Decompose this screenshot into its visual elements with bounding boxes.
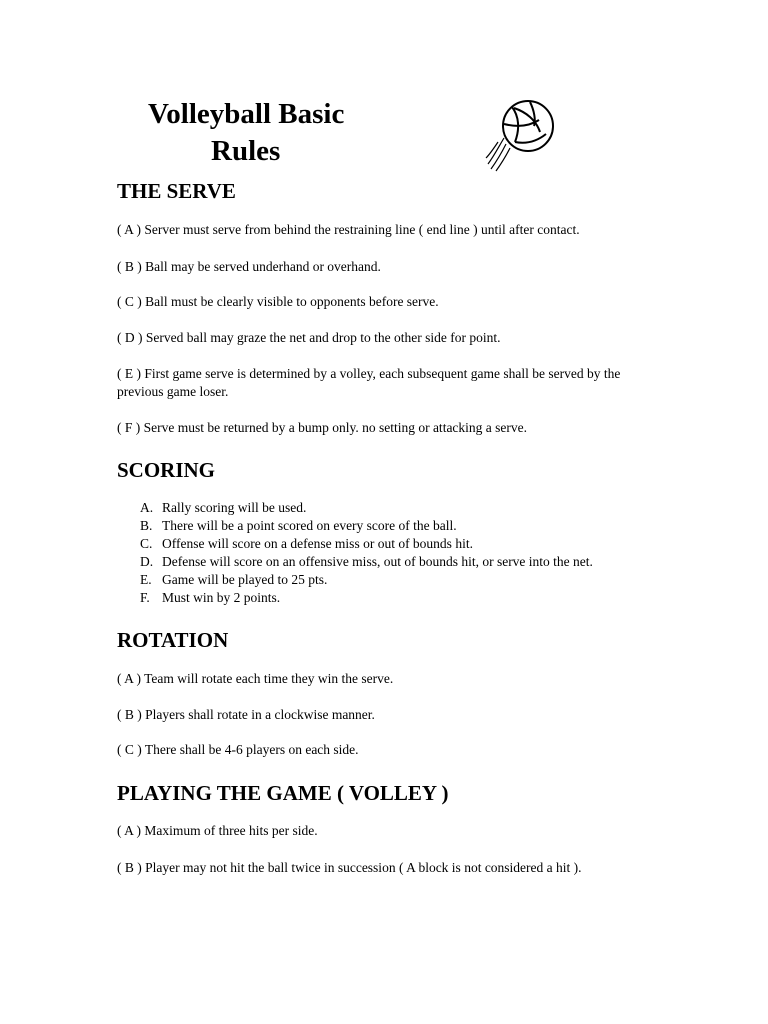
list-marker: A. — [140, 500, 154, 515]
rotation-rule-b: ( B ) Players shall rotate in a clockwise manner. — [117, 707, 375, 722]
title-line-2: Rules — [211, 135, 281, 167]
list-item-text: Must win by 2 points. — [162, 590, 281, 605]
playing-rule-b: ( B ) Player may not hit the ball twice in succession ( A block is not considered a hit ). — [117, 860, 582, 875]
serve-rule-d: ( D ) Served ball may graze the net and drop to the other side for point. — [117, 330, 501, 345]
list-item-text: Offense will score on a defense miss or out of bounds hit. — [162, 536, 473, 551]
list-item-text: Rally scoring will be used. — [162, 500, 307, 515]
scoring-list — [117, 499, 593, 607]
rotation-rule-c: ( C ) There shall be 4-6 players on each side. — [117, 742, 359, 757]
list-marker: E. — [140, 572, 152, 587]
section-heading-serve: THE SERVE — [117, 179, 236, 203]
title-line-1: Volleyball Basic — [148, 98, 345, 130]
list-item-text: Game will be played to 25 pts. — [162, 572, 328, 587]
playing-rule-a: ( A ) Maximum of three hits per side. — [117, 823, 318, 838]
section-heading-rotation: ROTATION — [117, 628, 229, 652]
list-item-text: Defense will score on an offensive miss, out of bounds hit, or serve into the net. — [162, 554, 593, 569]
list-item-text: There will be a point scored on every score of the ball. — [162, 518, 457, 533]
list-marker: B. — [140, 518, 153, 533]
rotation-rule-a: ( A ) Team will rotate each time they win the serve. — [117, 671, 394, 686]
list-marker: C. — [140, 536, 153, 551]
serve-rule-e: ( E ) First game serve is determined by a volley, each subsequent game shall be served by the previous game loser. — [117, 366, 621, 399]
list-item — [117, 571, 593, 589]
section-heading-scoring: SCORING — [117, 458, 216, 482]
serve-rule-c: ( C ) Ball must be clearly visible to opponents before serve. — [117, 294, 439, 309]
list-item — [117, 517, 593, 535]
volleyball-icon — [484, 96, 558, 172]
list-item — [117, 535, 593, 553]
serve-rule-f: ( F ) Serve must be returned by a bump only. no setting or attacking a serve. — [117, 420, 528, 435]
list-item — [117, 553, 593, 571]
serve-rule-a: ( A ) Server must serve from behind the restraining line ( end line ) until after contact. — [117, 222, 580, 237]
document-title — [148, 96, 358, 170]
list-item — [117, 589, 593, 607]
serve-rule-b: ( B ) Ball may be served underhand or overhand. — [117, 259, 381, 274]
list-marker: D. — [140, 554, 154, 569]
section-heading-playing: PLAYING THE GAME ( VOLLEY ) — [117, 781, 449, 805]
list-item — [117, 499, 593, 517]
list-marker: F. — [140, 590, 150, 605]
